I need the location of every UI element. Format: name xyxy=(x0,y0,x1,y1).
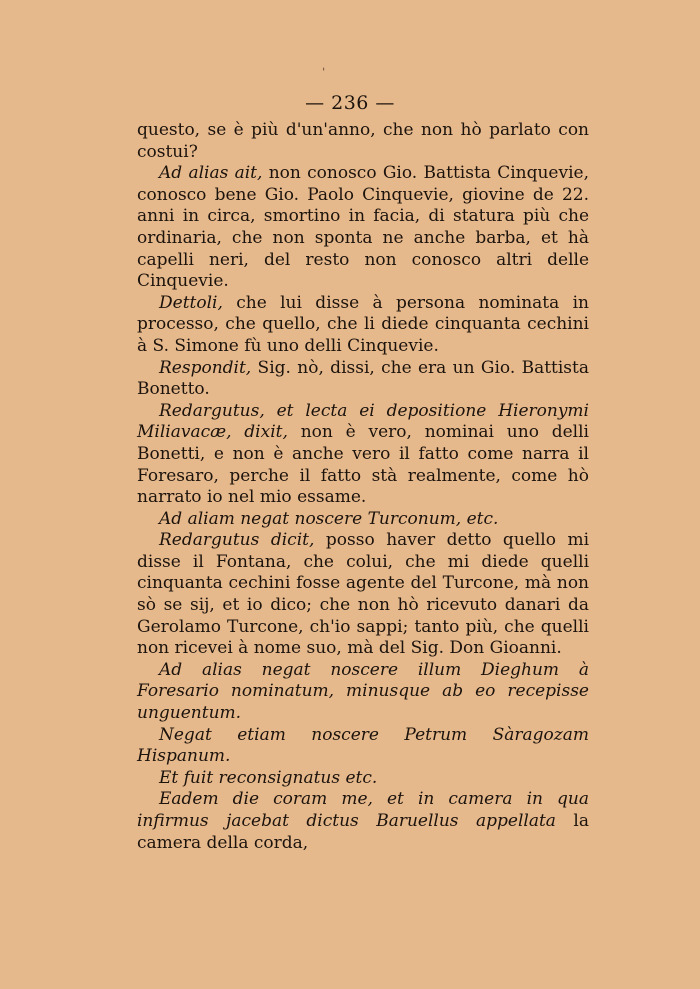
latin-phrase: Redargutus dicit, xyxy=(159,530,315,551)
paragraph xyxy=(137,789,589,854)
italian-text: non è vero, nominai uno delli Bonetti, e non è anche vero il fatto come narra il Foresaro, perche il fatto stà realmente, come hò narrato io nel mio essame. xyxy=(137,422,589,508)
latin-phrase: Respondit, xyxy=(159,357,252,378)
italian-text: la camera della corda, xyxy=(137,811,589,853)
latin-phrase: Eadem die coram me, et in camera in qua infirmus jacebat dictus Baruellus appellata xyxy=(137,789,589,831)
paragraph xyxy=(137,530,589,660)
latin-phrase: Ad aliam negat noscere Turconum, etc. xyxy=(159,508,499,529)
paragraph xyxy=(137,660,589,725)
page-body xyxy=(137,120,589,854)
latin-phrase: Dettoli, xyxy=(159,292,223,313)
italian-text: posso haver detto quello mi disse il Fontana, che colui, che mi diede quelli cinquanta cechini fosse agente del Turcone, mà non sò se sij, et io dico; che non hò ricevuto danari da Gerolamo Turcone, ch'io sappi; tanto più, che quelli non ricevei à nome suo, mà del Sig. Don Gioanni. xyxy=(137,530,590,659)
latin-phrase: Ad alias negat noscere illum Dieghum à Foresario nominatum, minusque ab eo recepisse unguentum. xyxy=(137,659,589,724)
stray-mark: ˌ xyxy=(322,58,326,72)
paragraph xyxy=(137,358,589,401)
paragraph xyxy=(137,120,589,163)
paragraph xyxy=(137,163,589,293)
italian-text: Sig. nò, dissi, che era un Gio. Battista Bonetto. xyxy=(137,357,589,400)
paragraph xyxy=(137,768,589,790)
italian-text: non conosco Gio. Battista Cinquevie, conosco bene Gio. Paolo Cinquevie, giovine de 22. anni in circa, smortino in facia, di statura più che ordinaria, che non sponta ne anche barba, et hà capelli neri, del resto non conosco altri delle Cinquevie. xyxy=(137,163,589,292)
paragraph xyxy=(137,725,589,768)
latin-phrase: Negat etiam noscere Petrum Sàragozam Hispanum. xyxy=(137,724,589,767)
paragraph xyxy=(137,509,589,531)
paragraph xyxy=(137,401,589,509)
page-number: — 236 — xyxy=(305,92,395,114)
italian-text: che lui disse à persona nominata in processo, che quello, che li diede cinquanta cechini à S. Simone fù uno delli Cinquevie. xyxy=(137,292,589,356)
latin-phrase: Ad alias ait, xyxy=(159,163,263,184)
latin-phrase: Redargutus, et lecta ei depositione Hieronymi Miliavacæ, dixit, xyxy=(137,400,589,443)
italian-text: questo, se è più d'un'anno, che non hò parlato con costui? xyxy=(137,120,589,162)
latin-phrase: Et fuit reconsignatus etc. xyxy=(159,767,378,788)
paragraph xyxy=(137,293,589,358)
